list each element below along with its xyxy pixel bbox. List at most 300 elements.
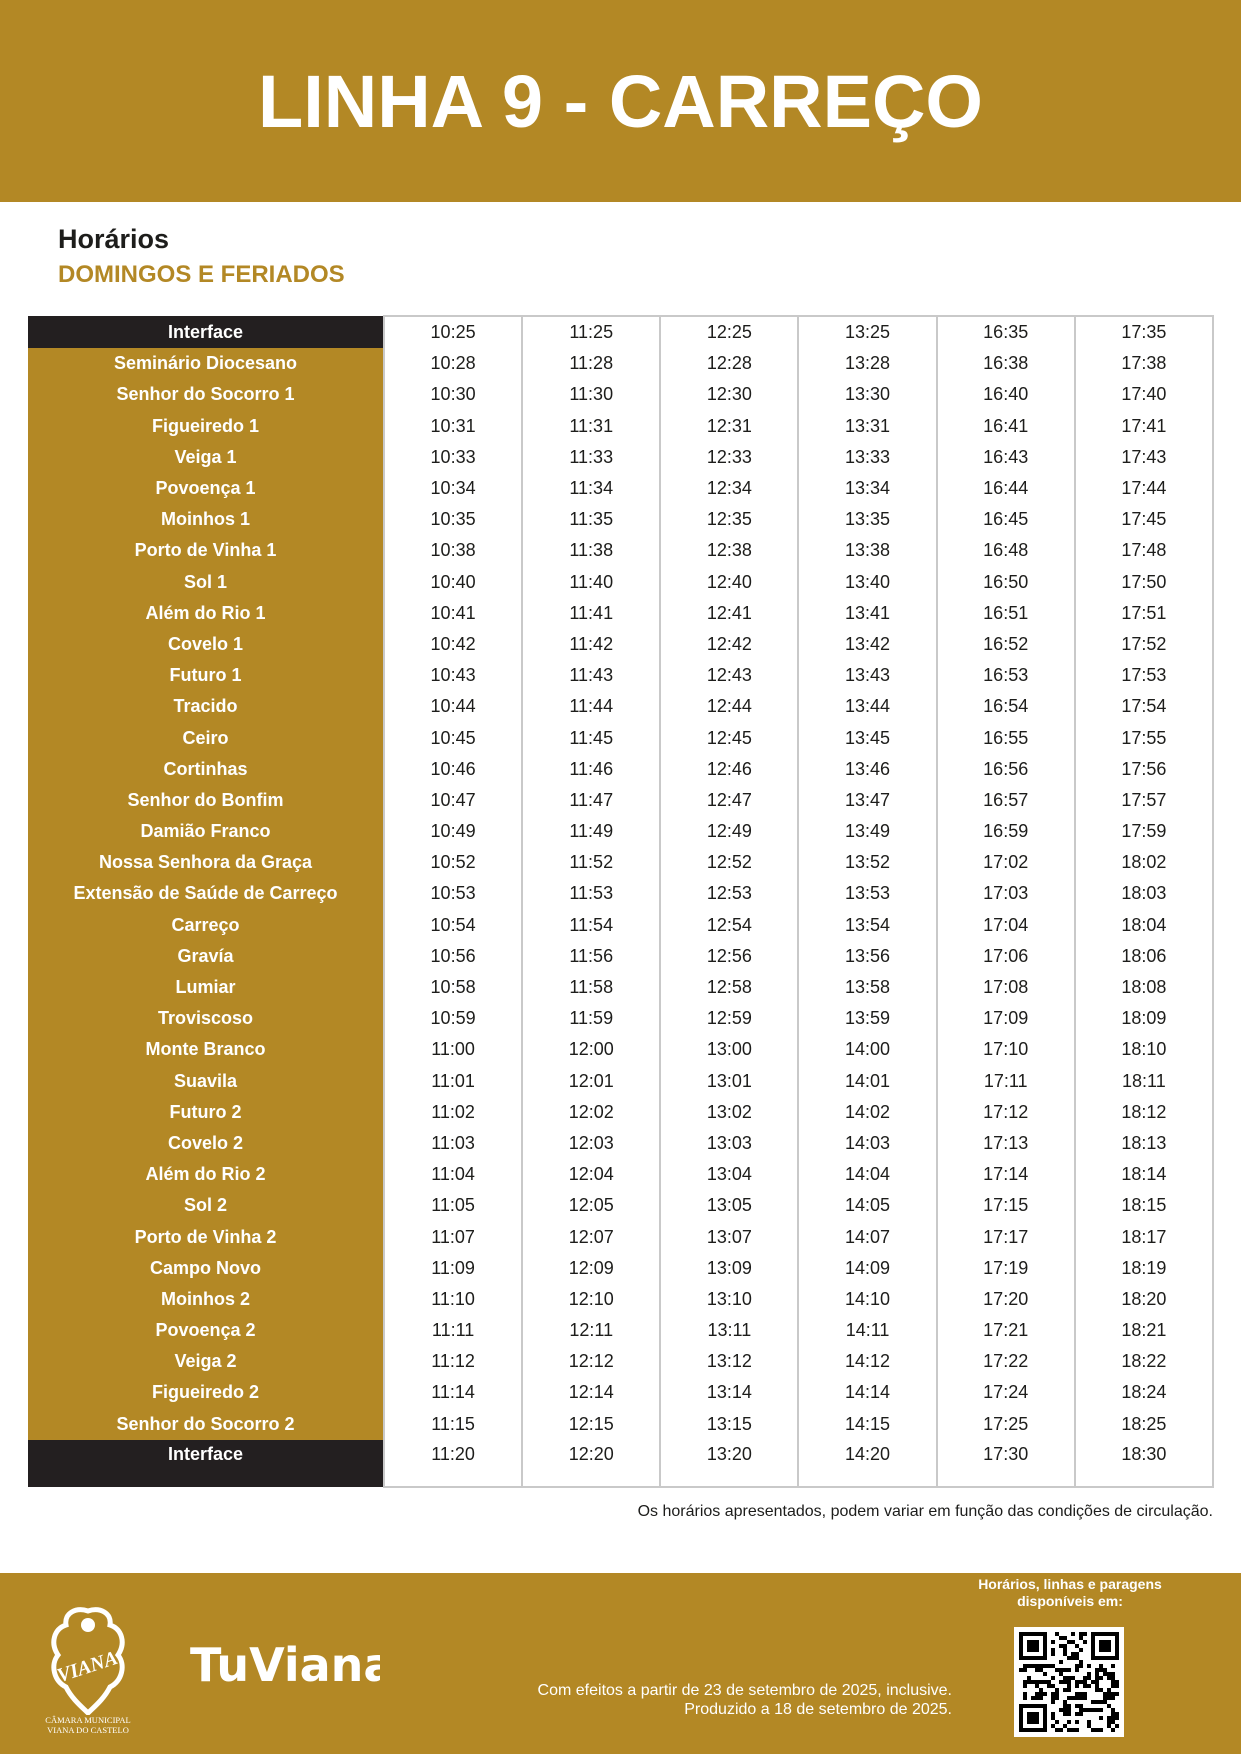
departure-time: 17:14	[937, 1159, 1075, 1190]
qr-code[interactable]	[1014, 1627, 1124, 1737]
departure-time: 18:03	[1075, 878, 1213, 909]
departure-time: 18:24	[1075, 1377, 1213, 1408]
departure-time: 13:15	[660, 1409, 798, 1440]
departure-time: 12:02	[522, 1097, 660, 1128]
departure-time: 11:15	[384, 1409, 522, 1440]
timetable-row	[28, 1003, 1213, 1034]
departure-time: 11:43	[522, 660, 660, 691]
departure-time: 12:10	[522, 1284, 660, 1315]
departure-time: 18:22	[1075, 1346, 1213, 1377]
departure-time: 17:40	[1075, 379, 1213, 410]
departure-time: 12:00	[522, 1034, 660, 1065]
produced-date: Produzido a 18 de setembro de 2025.	[684, 1701, 952, 1718]
departure-time: 16:41	[937, 411, 1075, 442]
departure-time: 16:45	[937, 504, 1075, 535]
departure-time: 13:11	[660, 1315, 798, 1346]
departure-time: 11:25	[522, 316, 660, 348]
departure-time: 14:11	[798, 1315, 936, 1346]
qr-code-icon	[1014, 1627, 1124, 1737]
timetable-row	[28, 847, 1213, 878]
stop-name: Campo Novo	[28, 1253, 384, 1284]
stop-name: Figueiredo 1	[28, 411, 384, 442]
departure-time: 12:04	[522, 1159, 660, 1190]
departure-time: 17:10	[937, 1034, 1075, 1065]
departure-time: 12:45	[660, 722, 798, 753]
timetable-row	[28, 691, 1213, 722]
departure-time: 12:01	[522, 1066, 660, 1097]
departure-time: 16:43	[937, 442, 1075, 473]
departure-time: 13:35	[798, 504, 936, 535]
departure-time: 11:14	[384, 1377, 522, 1408]
disclaimer: Os horários apresentados, podem variar em função das condições de circulação.	[637, 1503, 1213, 1520]
timetable-row	[28, 910, 1213, 941]
departure-time: 13:49	[798, 816, 936, 847]
departure-time: 17:03	[937, 878, 1075, 909]
departure-time: 10:38	[384, 535, 522, 566]
departure-time: 14:20	[798, 1440, 936, 1487]
departure-time: 11:49	[522, 816, 660, 847]
departure-time: 18:20	[1075, 1284, 1213, 1315]
departure-time: 18:08	[1075, 972, 1213, 1003]
departure-time: 13:44	[798, 691, 936, 722]
departure-time: 10:31	[384, 411, 522, 442]
municipality-name-line2: VIANA DO CASTELO	[47, 1725, 129, 1735]
departure-time: 14:01	[798, 1066, 936, 1097]
departure-time: 18:02	[1075, 847, 1213, 878]
timetable-row	[28, 535, 1213, 566]
departure-time: 12:03	[522, 1128, 660, 1159]
timetable-row	[28, 1315, 1213, 1346]
footer	[0, 1573, 1241, 1754]
departure-time: 17:44	[1075, 473, 1213, 504]
departure-time: 11:47	[522, 785, 660, 816]
departure-time: 12:05	[522, 1190, 660, 1221]
departure-time: 12:25	[660, 316, 798, 348]
timetable-row	[28, 567, 1213, 598]
departure-time: 17:06	[937, 941, 1075, 972]
departure-time: 18:13	[1075, 1128, 1213, 1159]
stop-name: Além do Rio 2	[28, 1159, 384, 1190]
departure-time: 12:42	[660, 629, 798, 660]
timetable-row	[28, 598, 1213, 629]
departure-time: 13:40	[798, 567, 936, 598]
departure-time: 14:15	[798, 1409, 936, 1440]
departure-time: 18:19	[1075, 1253, 1213, 1284]
departure-time: 17:55	[1075, 722, 1213, 753]
stop-name: Interface	[28, 1440, 384, 1487]
stop-name: Cortinhas	[28, 754, 384, 785]
stop-name: Além do Rio 1	[28, 598, 384, 629]
stop-name: Figueiredo 2	[28, 1377, 384, 1408]
departure-time: 17:59	[1075, 816, 1213, 847]
departure-time: 16:55	[937, 722, 1075, 753]
timetable-row	[28, 1066, 1213, 1097]
departure-time: 10:30	[384, 379, 522, 410]
departure-time: 12:38	[660, 535, 798, 566]
timetable-row	[28, 1159, 1213, 1190]
departure-time: 11:41	[522, 598, 660, 629]
departure-time: 11:07	[384, 1221, 522, 1252]
stop-name: Troviscoso	[28, 1003, 384, 1034]
departure-time: 11:09	[384, 1253, 522, 1284]
stop-name: Carreço	[28, 910, 384, 941]
stop-name: Interface	[28, 316, 384, 348]
departure-time: 18:17	[1075, 1221, 1213, 1252]
timetable-row	[28, 754, 1213, 785]
departure-time: 17:35	[1075, 316, 1213, 348]
timetable-row	[28, 785, 1213, 816]
departure-time: 10:41	[384, 598, 522, 629]
departure-time: 17:48	[1075, 535, 1213, 566]
departure-time: 11:40	[522, 567, 660, 598]
departure-time: 12:11	[522, 1315, 660, 1346]
departure-time: 12:41	[660, 598, 798, 629]
departure-time: 13:03	[660, 1128, 798, 1159]
departure-time: 17:45	[1075, 504, 1213, 535]
departure-time: 16:56	[937, 754, 1075, 785]
timetable-row	[28, 972, 1213, 1003]
departure-time: 16:54	[937, 691, 1075, 722]
stop-name: Seminário Diocesano	[28, 348, 384, 379]
departure-time: 17:50	[1075, 567, 1213, 598]
departure-time: 17:56	[1075, 754, 1213, 785]
departure-time: 18:09	[1075, 1003, 1213, 1034]
departure-time: 18:30	[1075, 1440, 1213, 1487]
departure-time: 16:50	[937, 567, 1075, 598]
departure-time: 16:51	[937, 598, 1075, 629]
departure-time: 11:35	[522, 504, 660, 535]
municipality-name	[38, 1715, 138, 1735]
departure-time: 11:10	[384, 1284, 522, 1315]
departure-time: 10:40	[384, 567, 522, 598]
departure-time: 18:15	[1075, 1190, 1213, 1221]
departure-time: 11:12	[384, 1346, 522, 1377]
stop-name: Senhor do Socorro 2	[28, 1409, 384, 1440]
departure-time: 13:05	[660, 1190, 798, 1221]
stop-name: Monte Branco	[28, 1034, 384, 1065]
departure-time: 12:49	[660, 816, 798, 847]
departure-time: 11:00	[384, 1034, 522, 1065]
departure-time: 10:54	[384, 910, 522, 941]
departure-time: 11:56	[522, 941, 660, 972]
stop-name: Lumiar	[28, 972, 384, 1003]
stop-name: Extensão de Saúde de Carreço	[28, 878, 384, 909]
departure-time: 16:40	[937, 379, 1075, 410]
departure-time: 10:28	[384, 348, 522, 379]
departure-time: 17:51	[1075, 598, 1213, 629]
departure-time: 13:25	[798, 316, 936, 348]
timetable-body	[28, 316, 1213, 1487]
departure-time: 13:56	[798, 941, 936, 972]
departure-time: 12:44	[660, 691, 798, 722]
departure-time: 13:41	[798, 598, 936, 629]
timetable-row	[28, 504, 1213, 535]
departure-time: 17:19	[937, 1253, 1075, 1284]
departure-time: 11:52	[522, 847, 660, 878]
departure-time: 12:43	[660, 660, 798, 691]
departure-time: 17:53	[1075, 660, 1213, 691]
stop-name: Moinhos 2	[28, 1284, 384, 1315]
departure-time: 11:44	[522, 691, 660, 722]
departure-time: 13:10	[660, 1284, 798, 1315]
departure-time: 11:38	[522, 535, 660, 566]
departure-time: 16:53	[937, 660, 1075, 691]
departure-time: 17:43	[1075, 442, 1213, 473]
timetable-row	[28, 411, 1213, 442]
departure-time: 18:14	[1075, 1159, 1213, 1190]
departure-time: 12:31	[660, 411, 798, 442]
stop-name: Covelo 2	[28, 1128, 384, 1159]
departure-time: 10:25	[384, 316, 522, 348]
departure-time: 11:30	[522, 379, 660, 410]
timetable-row	[28, 442, 1213, 473]
departure-time: 13:42	[798, 629, 936, 660]
departure-time: 13:53	[798, 878, 936, 909]
tuviana-brand-icon	[190, 1633, 380, 1693]
municipality-emblem-icon	[38, 1603, 138, 1715]
timetable-row	[28, 629, 1213, 660]
departure-time: 11:54	[522, 910, 660, 941]
stop-name: Povoença 2	[28, 1315, 384, 1346]
timetable-row	[28, 348, 1213, 379]
departure-time: 10:33	[384, 442, 522, 473]
departure-time: 12:59	[660, 1003, 798, 1034]
departure-time: 16:44	[937, 473, 1075, 504]
departure-time: 10:46	[384, 754, 522, 785]
departure-time: 10:35	[384, 504, 522, 535]
departure-time: 16:57	[937, 785, 1075, 816]
departure-time: 12:12	[522, 1346, 660, 1377]
departure-time: 10:34	[384, 473, 522, 504]
departure-time: 11:04	[384, 1159, 522, 1190]
tuviana-logo	[190, 1633, 380, 1693]
timetable-row	[28, 379, 1213, 410]
departure-time: 14:03	[798, 1128, 936, 1159]
departure-time: 11:03	[384, 1128, 522, 1159]
departure-time: 18:06	[1075, 941, 1213, 972]
departure-time: 17:17	[937, 1221, 1075, 1252]
departure-time: 16:38	[937, 348, 1075, 379]
departure-time: 13:02	[660, 1097, 798, 1128]
departure-time: 12:30	[660, 379, 798, 410]
stop-name: Senhor do Socorro 1	[28, 379, 384, 410]
departure-time: 17:08	[937, 972, 1075, 1003]
qr-label: Horários, linhas e paragens disponíveis em:	[978, 1576, 1162, 1609]
departure-time: 13:31	[798, 411, 936, 442]
departure-time: 10:56	[384, 941, 522, 972]
departure-time: 11:11	[384, 1315, 522, 1346]
departure-time: 12:28	[660, 348, 798, 379]
departure-time: 11:45	[522, 722, 660, 753]
departure-time: 12:52	[660, 847, 798, 878]
timetable-row	[28, 660, 1213, 691]
departure-time: 11:33	[522, 442, 660, 473]
departure-time: 18:12	[1075, 1097, 1213, 1128]
departure-time: 12:09	[522, 1253, 660, 1284]
departure-time: 13:38	[798, 535, 936, 566]
departure-time: 17:30	[937, 1440, 1075, 1487]
departure-time: 12:07	[522, 1221, 660, 1252]
departure-time: 17:38	[1075, 348, 1213, 379]
departure-time: 13:09	[660, 1253, 798, 1284]
stop-name: Nossa Senhora da Graça	[28, 847, 384, 878]
municipality-name-line1: CÂMARA MUNICIPAL	[45, 1715, 131, 1725]
departure-time: 12:56	[660, 941, 798, 972]
departure-time: 12:15	[522, 1409, 660, 1440]
schedule-label: Horários	[58, 224, 170, 254]
header-banner	[0, 0, 1241, 202]
timetable-row	[28, 1034, 1213, 1065]
departure-time: 10:42	[384, 629, 522, 660]
timetable-row	[28, 1377, 1213, 1408]
departure-time: 14:02	[798, 1097, 936, 1128]
departure-time: 12:40	[660, 567, 798, 598]
stop-name: Sol 2	[28, 1190, 384, 1221]
departure-time: 17:25	[937, 1409, 1075, 1440]
departure-time: 10:58	[384, 972, 522, 1003]
timetable-row	[28, 1409, 1213, 1440]
departure-time: 18:10	[1075, 1034, 1213, 1065]
stop-name: Porto de Vinha 1	[28, 535, 384, 566]
departure-time: 13:59	[798, 1003, 936, 1034]
municipality-logo-text: VIANA	[54, 1647, 121, 1688]
timetable-row	[28, 316, 1213, 348]
departure-time: 14:14	[798, 1377, 936, 1408]
timetable-row	[28, 1253, 1213, 1284]
departure-time: 13:14	[660, 1377, 798, 1408]
departure-time: 17:52	[1075, 629, 1213, 660]
timetable	[28, 315, 1214, 1488]
stop-name: Senhor do Bonfim	[28, 785, 384, 816]
timetable-row	[28, 816, 1213, 847]
departure-time: 18:11	[1075, 1066, 1213, 1097]
departure-time: 10:45	[384, 722, 522, 753]
departure-time: 11:05	[384, 1190, 522, 1221]
departure-time: 13:54	[798, 910, 936, 941]
effective-date: Com efeitos a partir de 23 de setembro de 2025, inclusive.	[537, 1682, 952, 1699]
departure-time: 17:02	[937, 847, 1075, 878]
timetable-row	[28, 1128, 1213, 1159]
departure-time: 13:20	[660, 1440, 798, 1487]
departure-time: 13:33	[798, 442, 936, 473]
departure-time: 12:54	[660, 910, 798, 941]
departure-time: 17:09	[937, 1003, 1075, 1034]
departure-time: 16:52	[937, 629, 1075, 660]
departure-time: 13:00	[660, 1034, 798, 1065]
departure-time: 17:20	[937, 1284, 1075, 1315]
stop-name: Futuro 1	[28, 660, 384, 691]
departure-time: 13:58	[798, 972, 936, 1003]
departure-time: 14:00	[798, 1034, 936, 1065]
departure-time: 11:46	[522, 754, 660, 785]
departure-time: 17:11	[937, 1066, 1075, 1097]
timetable-row	[28, 878, 1213, 909]
timetable-row	[28, 1346, 1213, 1377]
departure-time: 13:34	[798, 473, 936, 504]
stop-name: Covelo 1	[28, 629, 384, 660]
departure-time: 11:31	[522, 411, 660, 442]
departure-time: 18:21	[1075, 1315, 1213, 1346]
departure-time: 12:34	[660, 473, 798, 504]
departure-time: 12:46	[660, 754, 798, 785]
departure-time: 17:24	[937, 1377, 1075, 1408]
departure-time: 11:01	[384, 1066, 522, 1097]
departure-time: 11:28	[522, 348, 660, 379]
departure-time: 17:15	[937, 1190, 1075, 1221]
departure-time: 13:43	[798, 660, 936, 691]
validity-info	[538, 1681, 952, 1719]
departure-time: 13:45	[798, 722, 936, 753]
day-type-label: DOMINGOS E FERIADOS	[58, 261, 345, 288]
stop-name: Suavila	[28, 1066, 384, 1097]
departure-time: 13:01	[660, 1066, 798, 1097]
departure-time: 17:21	[937, 1315, 1075, 1346]
departure-time: 17:13	[937, 1128, 1075, 1159]
timetable-row	[28, 1097, 1213, 1128]
departure-time: 11:42	[522, 629, 660, 660]
tuviana-logo-text: TuViana	[190, 1638, 380, 1692]
timetable-row	[28, 1440, 1213, 1487]
departure-time: 12:47	[660, 785, 798, 816]
timetable-row	[28, 1221, 1213, 1252]
departure-time: 13:12	[660, 1346, 798, 1377]
stop-name: Porto de Vinha 2	[28, 1221, 384, 1252]
departure-time: 13:52	[798, 847, 936, 878]
departure-time: 13:07	[660, 1221, 798, 1252]
departure-time: 13:47	[798, 785, 936, 816]
departure-time: 13:28	[798, 348, 936, 379]
stop-name: Moinhos 1	[28, 504, 384, 535]
departure-time: 10:49	[384, 816, 522, 847]
departure-time: 14:10	[798, 1284, 936, 1315]
stop-name: Veiga 2	[28, 1346, 384, 1377]
departure-time: 10:52	[384, 847, 522, 878]
stop-name: Povoença 1	[28, 473, 384, 504]
departure-time: 14:12	[798, 1346, 936, 1377]
departure-time: 10:47	[384, 785, 522, 816]
departure-time: 13:30	[798, 379, 936, 410]
timetable-row	[28, 473, 1213, 504]
timetable-row	[28, 722, 1213, 753]
departure-time: 12:53	[660, 878, 798, 909]
departure-time: 14:05	[798, 1190, 936, 1221]
stop-name: Ceiro	[28, 722, 384, 753]
departure-time: 16:35	[937, 316, 1075, 348]
departure-time: 12:35	[660, 504, 798, 535]
stop-name: Sol 1	[28, 567, 384, 598]
departure-time: 11:58	[522, 972, 660, 1003]
stop-name: Tracido	[28, 691, 384, 722]
departure-time: 11:02	[384, 1097, 522, 1128]
departure-time: 12:20	[522, 1440, 660, 1487]
departure-time: 17:54	[1075, 691, 1213, 722]
departure-time: 16:48	[937, 535, 1075, 566]
departure-time: 13:46	[798, 754, 936, 785]
stop-name: Veiga 1	[28, 442, 384, 473]
departure-time: 10:59	[384, 1003, 522, 1034]
departure-time: 12:33	[660, 442, 798, 473]
departure-time: 17:41	[1075, 411, 1213, 442]
departure-time: 10:43	[384, 660, 522, 691]
departure-time: 13:04	[660, 1159, 798, 1190]
departure-time: 14:09	[798, 1253, 936, 1284]
departure-time: 11:59	[522, 1003, 660, 1034]
stop-name: Damião Franco	[28, 816, 384, 847]
departure-time: 11:20	[384, 1440, 522, 1487]
departure-time: 14:04	[798, 1159, 936, 1190]
departure-time: 18:04	[1075, 910, 1213, 941]
timetable-row	[28, 1284, 1213, 1315]
